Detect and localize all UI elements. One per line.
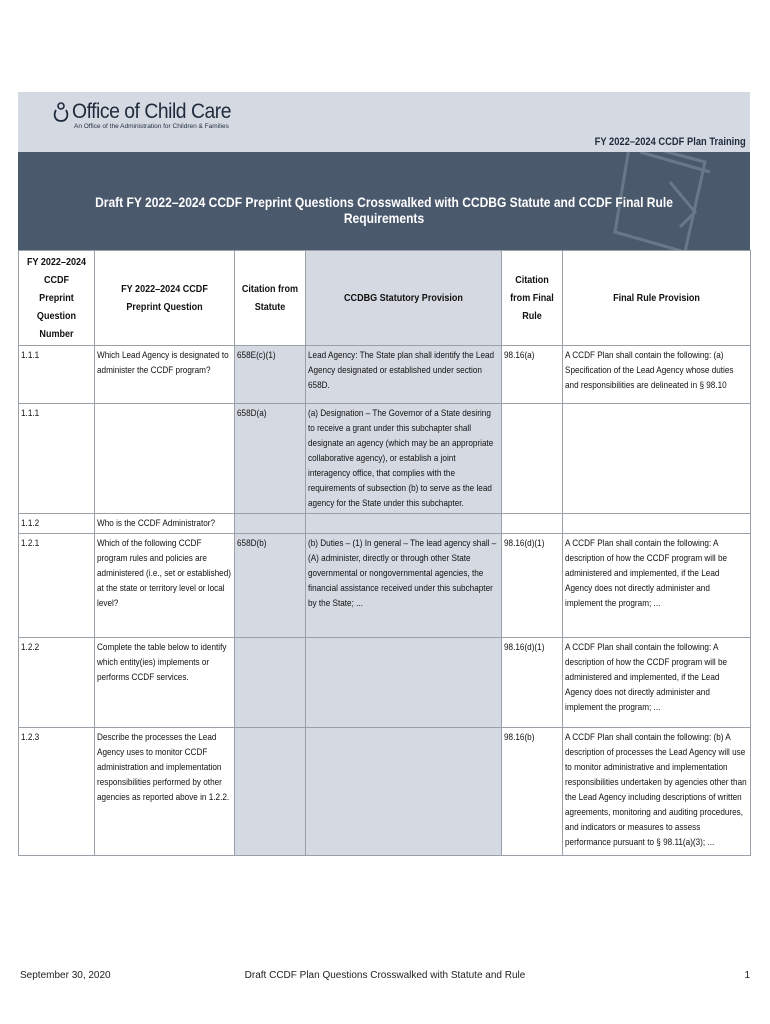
statute-citation-cell <box>235 728 306 856</box>
header-question-number: FY 2022–2024 CCDF Preprint Question Number <box>19 251 95 346</box>
question-number-cell: 1.1.1 <box>19 404 95 514</box>
office-of-child-care-logo <box>52 100 245 130</box>
footer-center-title: Draft CCDF Plan Questions Crosswalked with Statute and Rule <box>244 970 526 981</box>
page-number: 1 <box>744 970 750 981</box>
rule-citation-cell: 98.16(d)(1) <box>502 534 563 638</box>
question-cell: Complete the table below to identify which entity(ies) implements or performs CCDF services. <box>95 638 235 728</box>
child-care-logo-icon <box>52 101 70 123</box>
statute-citation-cell: 658D(a) <box>235 404 306 514</box>
header-rule-citation: Citation from Final Rule <box>502 251 563 346</box>
question-number-cell: 1.1.2 <box>19 514 95 534</box>
statutory-provision-cell <box>306 514 502 534</box>
table-row <box>19 346 751 404</box>
question-cell: Which Lead Agency is designated to administer the CCDF program? <box>95 346 235 404</box>
rule-citation-cell <box>502 404 563 514</box>
training-label: FY 2022–2024 CCDF Plan Training <box>594 136 746 148</box>
table-row <box>19 514 751 534</box>
question-number-cell: 1.2.3 <box>19 728 95 856</box>
rule-citation-cell: 98.16(b) <box>502 728 563 856</box>
rule-provision-cell: A CCDF Plan shall contain the following: A description of how the CCDF program will be administered and implemented, if the Lead Agency does not directly administer and implement the program; ... <box>563 534 751 638</box>
header-rule-provision: Final Rule Provision <box>563 251 751 346</box>
question-number-cell: 1.2.1 <box>19 534 95 638</box>
logo-title: Office of Child Care <box>72 100 232 123</box>
question-number-cell: 1.2.2 <box>19 638 95 728</box>
rule-provision-cell: A CCDF Plan shall contain the following: A description of how the CCDF program will be administered and implemented, if the Lead Agency does not directly administer and implement the program; ... <box>563 638 751 728</box>
statutory-provision-cell <box>306 728 502 856</box>
rule-provision-cell: A CCDF Plan shall contain the following: (b) A description of processes the Lead Agency will use to monitor administrative and implementation responsibilities undertaken by agencies other than the Lead Agency including descriptions of written agreements, monitoring and auditing procedures, and indicators or measures to assess performance pursuant to § 98.11(a)(3); ... <box>563 728 751 856</box>
rule-provision-cell <box>563 404 751 514</box>
header-band <box>18 92 750 152</box>
rule-citation-cell <box>502 514 563 534</box>
statutory-provision-cell: (b) Duties – (1) In general – The lead agency shall – (A) administer, directly or through other State governmental or nongovernmental agencies, the financial assistance received under this subchapter by the State; ... <box>306 534 502 638</box>
statutory-provision-cell: (a) Designation – The Governor of a State desiring to receive a grant under this subchapter shall designate an agency (which may be an appropriate collaborative agency), or establish a joint interagency office, that complies with the requirements of subsection (b) to serve as the lead agency for the State under this subchapter. <box>306 404 502 514</box>
table-row <box>19 728 751 856</box>
table-row <box>19 638 751 728</box>
statute-citation-cell: 658E(c)(1) <box>235 346 306 404</box>
rule-provision-cell <box>563 514 751 534</box>
table-row <box>19 404 751 514</box>
statutory-provision-cell <box>306 638 502 728</box>
statutory-provision-cell: Lead Agency: The State plan shall identify the Lead Agency designated or established under section 658D. <box>306 346 502 404</box>
crosswalk-table <box>18 250 751 856</box>
rule-citation-cell: 98.16(a) <box>502 346 563 404</box>
header-statutory-provision: CCDBG Statutory Provision <box>306 251 502 346</box>
question-number-cell: 1.1.1 <box>19 346 95 404</box>
question-cell: Who is the CCDF Administrator? <box>95 514 235 534</box>
title-band <box>18 152 750 250</box>
footer-date: September 30, 2020 <box>20 970 111 981</box>
statute-citation-cell <box>235 514 306 534</box>
question-cell <box>95 404 235 514</box>
logo-subtitle: An Office of the Administration for Children & Families <box>74 123 229 130</box>
statute-citation-cell: 658D(b) <box>235 534 306 638</box>
table-header-row <box>19 251 751 346</box>
question-cell: Describe the processes the Lead Agency uses to monitor CCDF administration and implementation responsibilities performed by other agencies as reported above in 1.2.2. <box>95 728 235 856</box>
question-cell: Which of the following CCDF program rules and policies are administered (i.e., set or established) at the state or territory level or local level? <box>95 534 235 638</box>
table-row <box>19 534 751 638</box>
document-title: Draft FY 2022–2024 CCDF Preprint Questions Crosswalked with CCDBG Statute and CCDF Final Rule Requirements <box>95 194 673 226</box>
header-statute-citation: Citation from Statute <box>235 251 306 346</box>
rule-citation-cell: 98.16(d)(1) <box>502 638 563 728</box>
rule-provision-cell: A CCDF Plan shall contain the following: (a) Specification of the Lead Agency whose duties and responsibilities are delineated in § 98.10 <box>563 346 751 404</box>
statute-citation-cell <box>235 638 306 728</box>
header-question: FY 2022–2024 CCDF Preprint Question <box>95 251 235 346</box>
